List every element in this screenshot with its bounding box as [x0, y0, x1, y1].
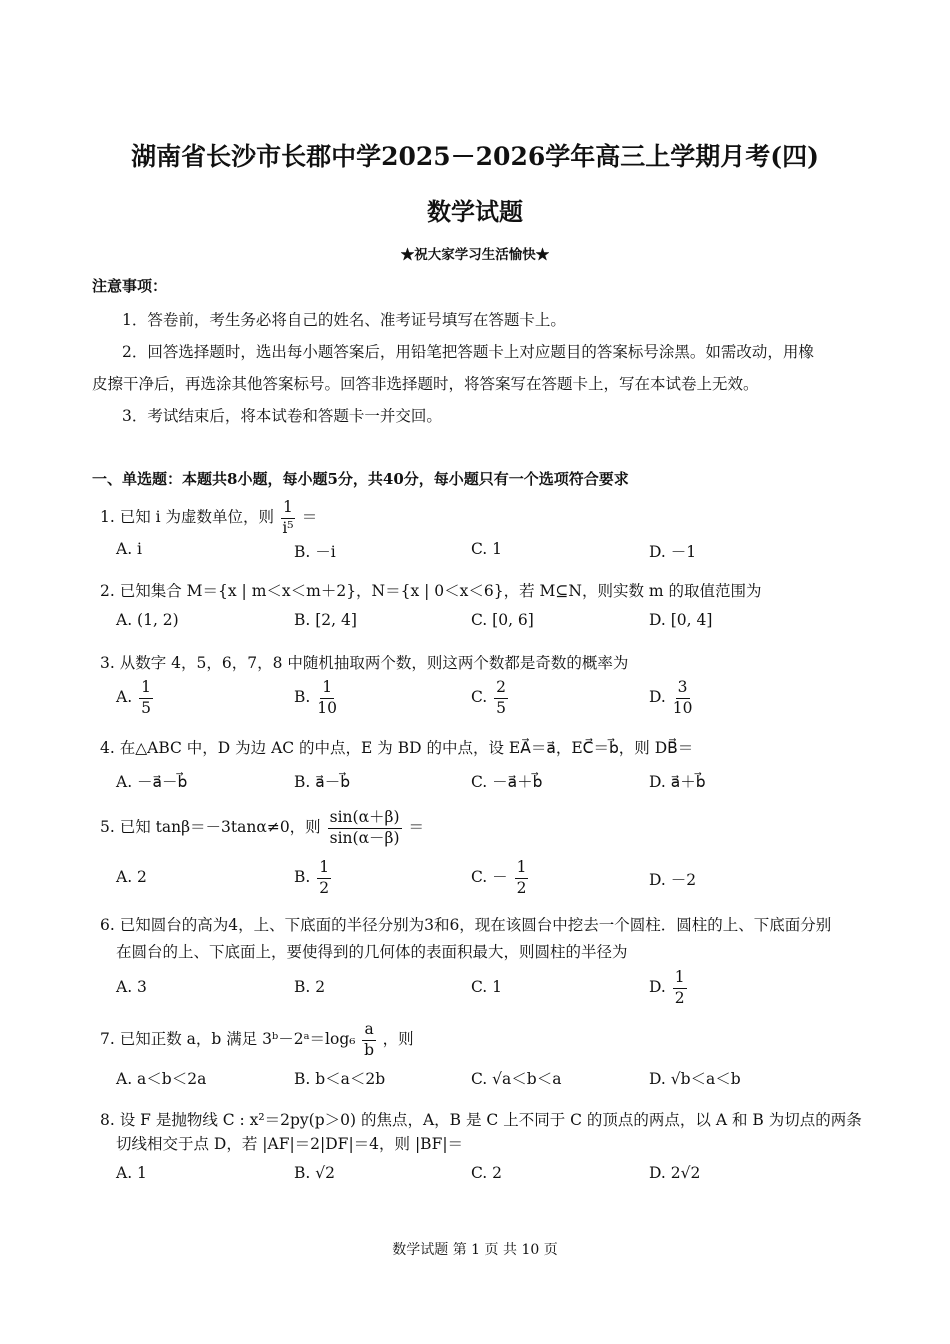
q2-option-d: D. [0, 4]: [649, 611, 713, 629]
q1-option-d: D. －1: [649, 543, 697, 561]
note-item-2-cont: 皮擦干净后，再选涂其他答案标号。回答非选择题时，将答案写在答题卡上，写在本试卷上无效。: [92, 375, 759, 393]
fraction: $\frac{1}{2}$: [516, 858, 527, 897]
question-6-stem-line2: 在圆台的上、下底面上，要使得到的几何体的表面积最大，则圆柱的半径为: [116, 943, 628, 961]
section-heading: 一、单选题：本题共8小题，每小题5分，共40分，每小题只有一个选项符合要求: [92, 470, 629, 488]
q2-option-b: B. [2, 4]: [294, 611, 357, 629]
q8-option-d: D. 2√2: [649, 1164, 701, 1182]
q6-option-a: A. 3: [116, 978, 147, 996]
question-3-stem: 3. 从数字 4，5，6，7，8 中随机抽取两个数，则这两个数都是奇数的概率为: [100, 654, 629, 672]
fraction: $\frac{1}{2}$: [319, 858, 330, 897]
question-5-stem: 5. 已知 tanβ＝－3tanα≠0，则 $\frac{\sin(\alpha+\beta)}{\sin(\alpha-\beta)}$ ＝: [100, 808, 424, 847]
q1-option-b: B. －i: [294, 543, 336, 561]
q4-option-d: D. a⃗＋b⃗: [649, 773, 706, 791]
q4-option-c: C. －a⃗＋b⃗: [471, 773, 543, 791]
fraction: $\frac{\sin(\alpha+\beta)}{\sin(\alpha-\beta)}$: [329, 808, 400, 847]
q5-option-a: A. 2: [116, 868, 147, 886]
question-8-stem-line1: 8. 设 F 是抛物线 C : x²＝2py(p＞0) 的焦点，A，B 是 C 上不同于 C 的顶点的两点，以 A 和 B 为切点的两条: [100, 1111, 862, 1129]
q4-option-a: A. －a⃗－b⃗: [116, 773, 188, 791]
question-6-stem-line1: 6. 已知圆台的高为4，上、下底面的半径分别为3和6，现在该圆台中挖去一个圆柱．圆柱的上、下底面分别: [100, 916, 832, 934]
fraction: $\frac{1}{\text{i⁵}}$: [282, 498, 294, 537]
exam-title: 湖南省长沙市长郡中学2025－2026学年高三上学期月考(四): [131, 142, 819, 171]
fraction: $\frac{3}{10}$: [672, 678, 693, 717]
note-item-2: 2．回答选择题时，选出每小题答案后，用铅笔把答题卡上对应题目的答案标号涂黑。如需改动，用橡: [122, 343, 814, 361]
notes-heading: 注意事项：: [92, 277, 168, 295]
note-item-3: 3．考试结束后，将本试卷和答题卡一并交回。: [122, 407, 442, 425]
fraction: $\frac{1}{2}$: [674, 968, 685, 1007]
q7-option-d: D. √b＜a＜b: [649, 1070, 741, 1088]
q8-option-a: A. 1: [116, 1164, 147, 1182]
q2-option-c: C. [0, 6]: [471, 611, 534, 629]
question-4-stem: 4. 在△ABC 中，D 为边 AC 的中点，E 为 BD 的中点，设 EA⃗＝a⃗，EC⃗＝b⃗，则 DB⃗＝: [100, 739, 694, 757]
fraction: $\frac{1}{5}$: [141, 678, 151, 717]
motto: ★祝大家学习生活愉快★: [400, 247, 550, 263]
fraction: $\frac{a}{b}$: [364, 1020, 375, 1059]
q1-option-c: C. 1: [471, 540, 503, 558]
question-1-stem: 1. 已知 i 为虚数单位，则 $\frac{1}{\text{i⁵}}$ ＝: [100, 498, 318, 537]
q3-option-b: B. $\frac{1}{10}$: [294, 678, 337, 717]
fraction: $\frac{2}{5}$: [496, 678, 507, 717]
q8-option-c: C. 2: [471, 1164, 503, 1182]
page-footer: 数学试题 第 1 页 共 10 页: [392, 1242, 558, 1258]
question-2-stem: 2. 已知集合 M＝{x | m＜x＜m＋2}，N＝{x | 0＜x＜6}，若 M⊆N，则实数 m 的取值范围为: [100, 582, 762, 600]
note-item-1: 1．答卷前，考生务必将自己的姓名、准考证号填写在答题卡上。: [122, 311, 566, 329]
exam-subtitle: 数学试题: [427, 197, 523, 226]
q8-option-b: B. √2: [294, 1164, 335, 1182]
q3-option-d: D. $\frac{3}{10}$: [649, 678, 693, 717]
q5-option-b: B. $\frac{1}{2}$: [294, 858, 330, 897]
q6-option-c: C. 1: [471, 978, 503, 996]
q7-option-c: C. √a＜b＜a: [471, 1070, 562, 1088]
q5-option-c: C. － $\frac{1}{2}$: [471, 858, 527, 897]
q6-option-d: D. $\frac{1}{2}$: [649, 968, 685, 1007]
q4-option-b: B. a⃗－b⃗: [294, 773, 351, 791]
question-8-stem-line2: 切线相交于点 D，若 |AF|＝2|DF|＝4，则 |BF|＝: [116, 1135, 464, 1153]
q7-option-b: B. b＜a＜2b: [294, 1070, 386, 1088]
q3-option-c: C. $\frac{2}{5}$: [471, 678, 507, 717]
q5-option-d: D. －2: [649, 871, 697, 889]
q6-option-b: B. 2: [294, 978, 326, 996]
q2-option-a: A. (1, 2): [116, 611, 179, 629]
q1-option-a: A. i: [116, 540, 143, 558]
q3-option-a: A. $\frac{1}{5}$: [116, 678, 151, 717]
q7-option-a: A. a＜b＜2a: [116, 1070, 207, 1088]
question-7-stem: 7. 已知正数 a，b 满足 3ᵇ－2ᵃ＝log₆ $\frac{a}{b}$ ，则: [100, 1020, 414, 1059]
fraction: $\frac{1}{10}$: [317, 678, 337, 717]
